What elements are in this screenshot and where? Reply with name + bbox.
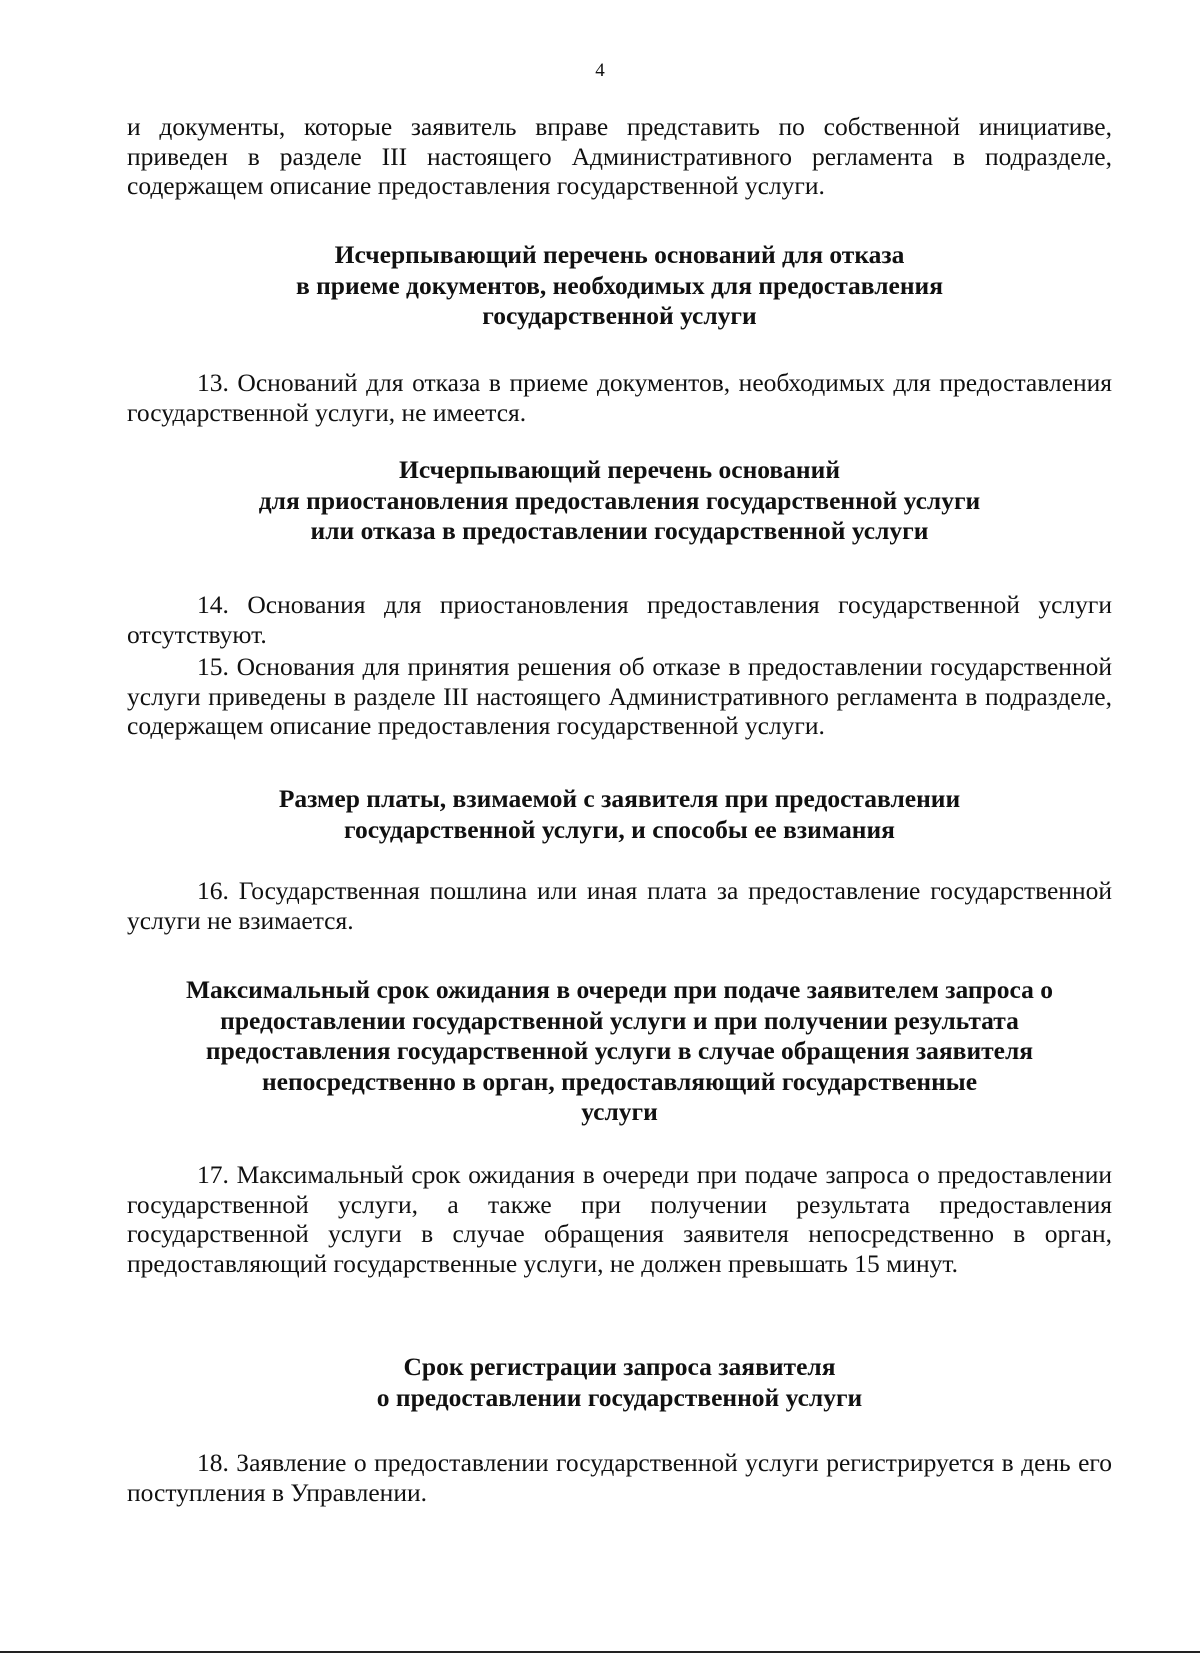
heading-line: предоставления государственной услуги в случае обращения заявителя xyxy=(205,1036,1034,1065)
heading-line: в приеме документов, необходимых для предоставления xyxy=(295,270,944,300)
paragraph-text: 15. Основания для принятия решения об отказе в предоставлении государственной услуги приведены в разделе III настоящего Административного регламента в подразделе, содержащем описание предоставления государственной услуги. xyxy=(127,652,1112,740)
paragraph-13 xyxy=(127,368,1112,427)
heading-registration-term xyxy=(127,1352,1112,1413)
heading-line: Исчерпывающий перечень оснований xyxy=(398,455,841,484)
heading-line: государственной услуги xyxy=(482,301,757,330)
paragraph-text: и документы, которые заявитель вправе представить по собственной инициативе, приведен в разделе III настоящего Административного регламента в подразделе, содержащем описание предоставления государственной услуги. xyxy=(127,112,1112,200)
heading-line: или отказа в предоставлении государственной услуги xyxy=(310,516,929,545)
paragraph-intro xyxy=(127,112,1112,201)
heading-line: услуги xyxy=(581,1097,658,1126)
heading-line: для приостановления предоставления государственной услуги xyxy=(258,485,981,515)
paragraph-14 xyxy=(127,590,1112,649)
paragraph-17 xyxy=(127,1160,1112,1278)
paragraph-15 xyxy=(127,652,1112,741)
heading-suspension-grounds xyxy=(127,455,1112,547)
heading-fee xyxy=(127,784,1112,845)
heading-line: Исчерпывающий перечень оснований для отказа xyxy=(334,240,905,269)
heading-line: предоставлении государственной услуги и при получении результата xyxy=(220,1005,1019,1035)
paragraph-16 xyxy=(127,876,1112,935)
heading-line: Максимальный срок ожидания в очереди при подаче заявителем запроса о xyxy=(185,975,1053,1004)
paragraph-18 xyxy=(127,1448,1112,1507)
page-number: 4 xyxy=(595,60,605,81)
heading-line: Срок регистрации запроса заявителя xyxy=(403,1352,836,1381)
paragraph-text: 14. Основания для приостановления предоставления государственной услуги отсутствуют. xyxy=(127,590,1112,649)
heading-line: государственной услуги, и способы ее взимания xyxy=(344,814,895,844)
heading-line: Размер платы, взимаемой с заявителя при предоставлении xyxy=(278,784,961,813)
page-bottom-edge xyxy=(0,1651,1200,1653)
paragraph-text: 18. Заявление о предоставлении государственной услуги регистрируется в день его поступления в Управлении. xyxy=(127,1448,1112,1507)
heading-line: непосредственно в орган, предоставляющий государственные xyxy=(261,1066,978,1096)
heading-line: о предоставлении государственной услуги xyxy=(376,1382,863,1412)
paragraph-text: 17. Максимальный срок ожидания в очереди при подаче запроса о предоставлении государственной услуги, а также при получении результата предоставления государственной услуги в случае обращения заявителя непосредственно в орган, предоставляющий государственные услуги, не должен превышать 15 минут. xyxy=(127,1160,1112,1278)
paragraph-text: 16. Государственная пошлина или иная плата за предоставление государственной услуги не взимается. xyxy=(127,876,1112,935)
paragraph-text: 13. Оснований для отказа в приеме документов, необходимых для предоставления государственной услуги, не имеется. xyxy=(127,368,1112,427)
heading-refusal-grounds xyxy=(127,240,1112,332)
heading-queue-time xyxy=(127,975,1112,1128)
